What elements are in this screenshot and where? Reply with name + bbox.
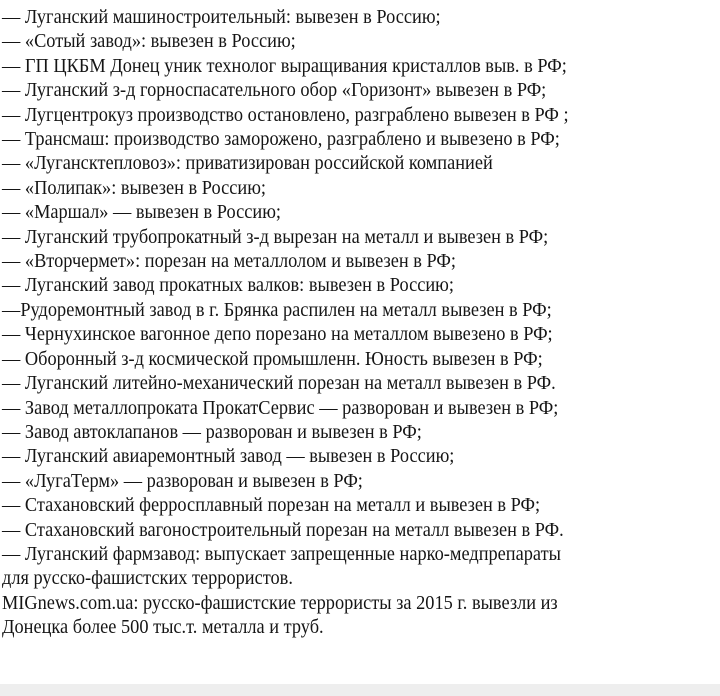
text-line: — Чернухинское вагонное депо порезано на металлом вывезено в РФ; bbox=[2, 324, 553, 346]
text-line: MIGnews.com.ua: русско-фашистские террористы за 2015 г. вывезли из bbox=[2, 592, 558, 614]
text-line: — Стахановский вагоностроительный порезан на металл вывезен в РФ. bbox=[2, 519, 564, 541]
text-line: для русско-фашистских террористов. bbox=[2, 568, 293, 590]
text-line: —Рудоремонтный завод в г. Брянка распилен на металл вывезен в РФ; bbox=[2, 299, 552, 321]
text-line: — ГП ЦКБМ Донец уник технолог выращивания кристаллов выв. в РФ; bbox=[2, 55, 567, 77]
text-line: — «Маршал» — вывезен в Россию; bbox=[2, 202, 282, 224]
bottom-border bbox=[0, 684, 720, 696]
text-line: — Луганский завод прокатных валков: вывезен в Россию; bbox=[2, 275, 454, 297]
text-line: — Оборонный з-д космической промышленн. Юность вывезен в РФ; bbox=[2, 348, 543, 370]
text-line: — Луганский трубопрокатный з-д вырезан на металл и вывезен в РФ; bbox=[2, 226, 549, 248]
text-line: — Лугцентрокуз производство остановлено, разграблено вывезен в РФ ; bbox=[2, 104, 569, 126]
text-line: — Завод автоклапанов — разворован и вывезен в РФ; bbox=[2, 421, 422, 443]
text-line: — Луганский з-д горноспасательного обор «Горизонт» вывезен в РФ; bbox=[2, 80, 547, 102]
text-line: Донецка более 500 тыс.т. металла и труб. bbox=[2, 617, 324, 639]
text-line: — «Сотый завод»: вывезен в Россию; bbox=[2, 31, 296, 53]
text-line: — Луганский литейно-механический порезан на металл вывезен в РФ. bbox=[2, 373, 556, 395]
text-line: — Луганский машиностроительный: вывезен в Россию; bbox=[2, 7, 441, 28]
text-line: — «ЛугаТерм» — разворован и вывезен в РФ; bbox=[2, 470, 363, 492]
text-line: — Стахановский ферросплавный порезан на металл и вывезен в РФ; bbox=[2, 495, 541, 517]
text-line: — Завод металлопроката ПрокатСервис — разворован и вывезен в РФ; bbox=[2, 397, 559, 419]
text-line: — «Вторчермет»: порезан на металлолом и вывезен в РФ; bbox=[2, 251, 456, 273]
text-line: — «Лугансктепловоз»: приватизирован российской компанией bbox=[2, 153, 493, 175]
text-line: — «Полипак»: вывезен в Россию; bbox=[2, 177, 267, 199]
text-line: — Трансмаш: производство заморожено, разграблено и вывезено в РФ; bbox=[2, 129, 560, 151]
text-line: — Луганский фармзавод: выпускает запрещенные нарко-медпрепараты bbox=[2, 543, 561, 565]
text-line: — Луганский авиаремонтный завод — вывезен в Россию; bbox=[2, 446, 455, 468]
document-text bbox=[2, 6, 675, 641]
